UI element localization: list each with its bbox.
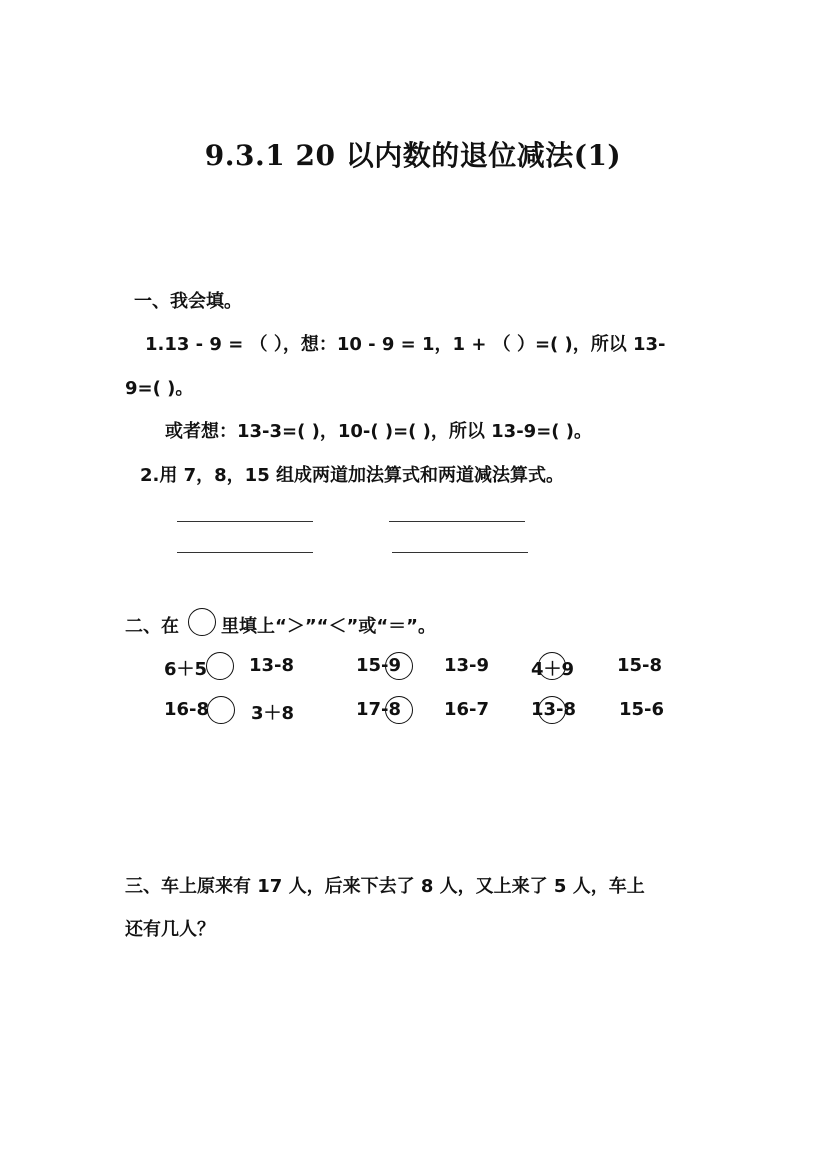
q1-line3: 或者想：13-3=( )，10-( )=( )，所以 13-9=( )。 [165,421,592,442]
compare-right: 13-8 [249,655,295,676]
section1-heading: 一、我会填。 [134,291,242,312]
answer-circle[interactable] [385,696,413,724]
compare-right: 16-7 [444,699,490,720]
answer-circle[interactable] [538,652,566,680]
answer-circle[interactable] [206,652,234,680]
answer-circle[interactable] [385,652,413,680]
compare-left: 4＋9 [531,659,575,680]
answer-circle[interactable] [538,696,566,724]
answer-blank-1[interactable] [177,521,313,522]
compare-right: 15-8 [617,655,663,676]
answer-blank-2[interactable] [389,521,525,522]
compare-right: 13-9 [444,655,490,676]
compare-right: 3＋8 [251,703,295,724]
section3-line2: 还有几人？ [125,919,215,940]
compare-left: 17-8 [356,699,402,720]
answer-circle[interactable] [207,696,235,724]
compare-left: 6＋5 [164,659,208,680]
q1-line1: 1.13 - 9 = （ ），想：10 - 9 = 1，1 + （ ）=( )，所以 13- [145,334,666,355]
section3-line1: 三、车上原来有 17 人，后来下去了 8 人，又上来了 5 人，车上 [125,876,645,897]
compare-left: 16-8 [164,699,210,720]
section2-heading-prefix: 二、在 [125,616,179,637]
answer-blank-4[interactable] [392,552,528,553]
compare-left: 15-9 [356,655,402,676]
example-circle [188,608,216,636]
section2-heading-suffix: 里填上“＞”“＜”或“＝”。 [221,616,436,637]
compare-left: 13-8 [531,699,577,720]
q2-text: 2.用 7，8，15 组成两道加法算式和两道减法算式。 [140,465,564,486]
answer-blank-3[interactable] [177,552,313,553]
compare-right: 15-6 [619,699,665,720]
q1-line2: 9=( )。 [125,378,194,399]
page-title: 9.3.1 20 以内数的退位减法(1) [204,139,622,172]
